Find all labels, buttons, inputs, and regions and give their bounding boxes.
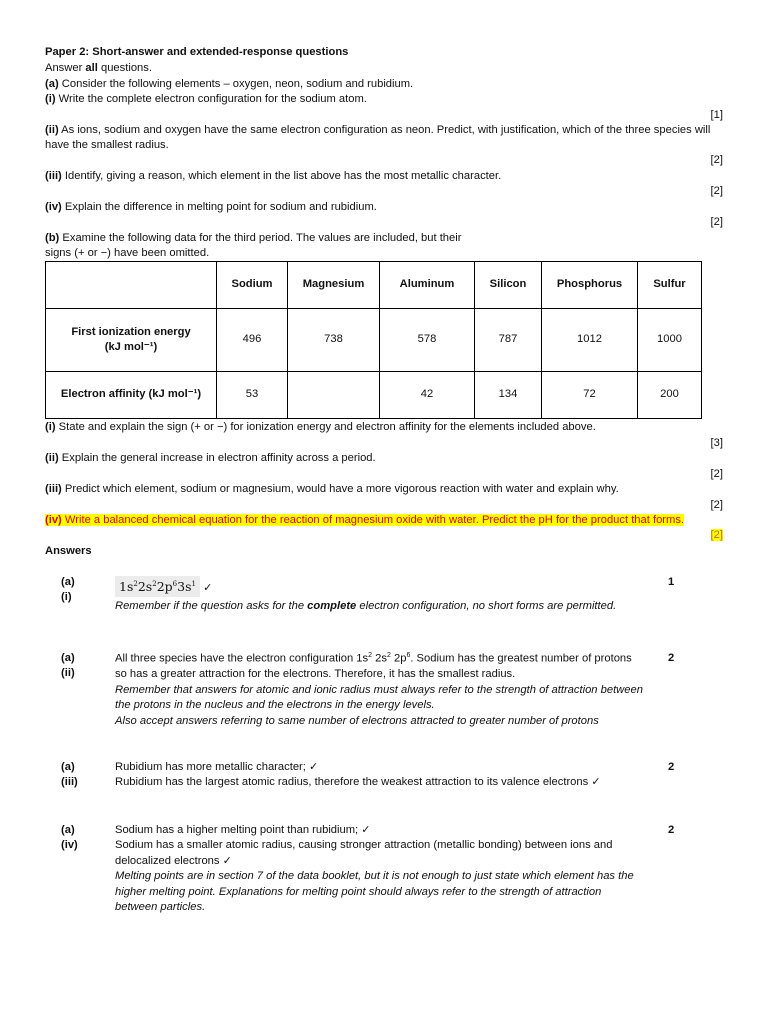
answer-a-iii: Rubidium has more metallic character; ✓ Rubidium has the largest atomic radius, therefore the weakest attraction to its valence electrons ✓ [115, 761, 601, 789]
table-header-cell: Phosphorus [542, 262, 638, 309]
answer-note: Remember that answers for atomic and ionic radius must always refer to the strength of attraction between the protons in the nucleus and the electrons in the energy levels. [115, 683, 643, 712]
table-cell [288, 372, 380, 419]
question-a-iii: (iii) Identify, giving a reason, which element in the list above has the most metallic character. [45, 170, 502, 182]
question-b-ii: (ii) Explain the general increase in electron affinity across a period. [45, 452, 376, 464]
mark-b-iv: [2] [710, 529, 723, 541]
answer-mark: 2 [668, 652, 675, 664]
mark-b-iii: [2] [710, 499, 723, 511]
instructions: Answer all questions. [45, 62, 152, 74]
answer-mark: 1 [668, 576, 675, 588]
mark-a-iii: [2] [710, 185, 723, 197]
answer-a-ii: All three species have the electron configuration $1s^2$ $2s^2$ $2p^6$. Sodium has the greatest number of protons so has a greater attraction for the electrons. Therefore, it has the smallest radius. Remember that answers for atomic and ionic radius must always refer to the strength of attraction between the protons in the nucleus and the electrons in the energy levels. Also accept answers referring to same number of electrons attracted to greater number of protons [115, 651, 645, 729]
check-mark-icon: ✓ [203, 582, 213, 594]
answers-heading: Answers [45, 545, 92, 557]
question-a-intro: (a) Consider the following elements – oxygen, neon, sodium and rubidium. [45, 78, 414, 90]
table-cell: 1012 [542, 309, 638, 372]
answer-a-i [115, 576, 645, 615]
table-header-cell: Sulfur [638, 262, 702, 309]
answer-label: (a) (ii) [61, 652, 75, 680]
answer-label: (a) (iv) [61, 824, 78, 852]
row-label-electron-affinity: Electron affinity (kJ mol⁻¹) [46, 372, 217, 419]
table-header-cell: Sodium [217, 262, 288, 309]
question-b-i: (i) State and explain the sign (+ or −) for ionization energy and electron affinity for the elements included above. [45, 421, 596, 433]
mark-a-i: [1] [710, 109, 723, 121]
mark-a-ii: [2] [710, 154, 723, 166]
table-row [46, 372, 702, 419]
table-cell: 134 [475, 372, 542, 419]
question-b-iv: (iv) Write a balanced chemical equation for the reaction of magnesium oxide with water. Predict the pH for the product that forms. [45, 514, 685, 526]
answer-note: Melting points are in section 7 of the data booklet, but it is not enough to just state which element has the higher melting point. Explanations for melting point should always refer to the strength of attraction between particles. [115, 870, 634, 914]
table-header-cell: Aluminum [380, 262, 475, 309]
question-b-intro: (b) Examine the following data for the third period. The values are included, but their signs (+ or −) have been omitted. [45, 232, 462, 260]
table-header-cell: Magnesium [288, 262, 380, 309]
mark-a-iv: [2] [710, 216, 723, 228]
electron-configuration: $1s^22s^22p^63s^1$ [115, 576, 200, 597]
table-cell: 787 [475, 309, 542, 372]
answer-note: Remember if the question asks for the complete electron configuration, no short forms are permitted. [115, 600, 617, 613]
mark-b-i: [3] [710, 437, 723, 449]
answer-label: (a) (iii) [61, 761, 78, 789]
mark-b-ii: [2] [710, 468, 723, 480]
page-title: Paper 2: Short-answer and extended-response questions [45, 46, 349, 58]
table-header-row [46, 262, 702, 309]
answer-mark: 2 [668, 761, 675, 773]
table-row [46, 309, 702, 372]
table-cell: 738 [288, 309, 380, 372]
answer-label: (a) (i) [61, 576, 75, 604]
period-data-table [45, 261, 702, 419]
table-cell: 578 [380, 309, 475, 372]
answer-mark: 2 [668, 824, 675, 836]
table-header-cell [46, 262, 217, 309]
table-cell: 42 [380, 372, 475, 419]
table-cell: 200 [638, 372, 702, 419]
answer-a-iv: Sodium has a higher melting point than rubidium; ✓ Sodium has a smaller atomic radius, causing stronger attraction (metallic bonding) between ions and delocalized electrons ✓ Melting points are in section 7 of the data booklet, but it is not enough to just state which element has the higher melting point. Explanations for melting point should always refer to the strength of attraction between particles. [115, 823, 645, 916]
row-label-ionization: First ionization energy (kJ mol⁻¹) [46, 309, 217, 372]
table-cell: 53 [217, 372, 288, 419]
answer-note: Also accept answers referring to same number of electrons attracted to greater number of protons [115, 714, 599, 727]
question-a-iv: (iv) Explain the difference in melting point for sodium and rubidium. [45, 201, 377, 213]
table-cell: 72 [542, 372, 638, 419]
question-a-ii: (ii) As ions, sodium and oxygen have the same electron configuration as neon. Predict, with justification, which of the three species will have the smallest radius. [45, 124, 711, 152]
table-cell: 1000 [638, 309, 702, 372]
table-cell: 496 [217, 309, 288, 372]
question-b-iii: (iii) Predict which element, sodium or magnesium, would have a more vigorous reaction with water and explain why. [45, 483, 619, 495]
question-a-i: (i) Write the complete electron configuration for the sodium atom. [45, 93, 367, 105]
table-header-cell: Silicon [475, 262, 542, 309]
